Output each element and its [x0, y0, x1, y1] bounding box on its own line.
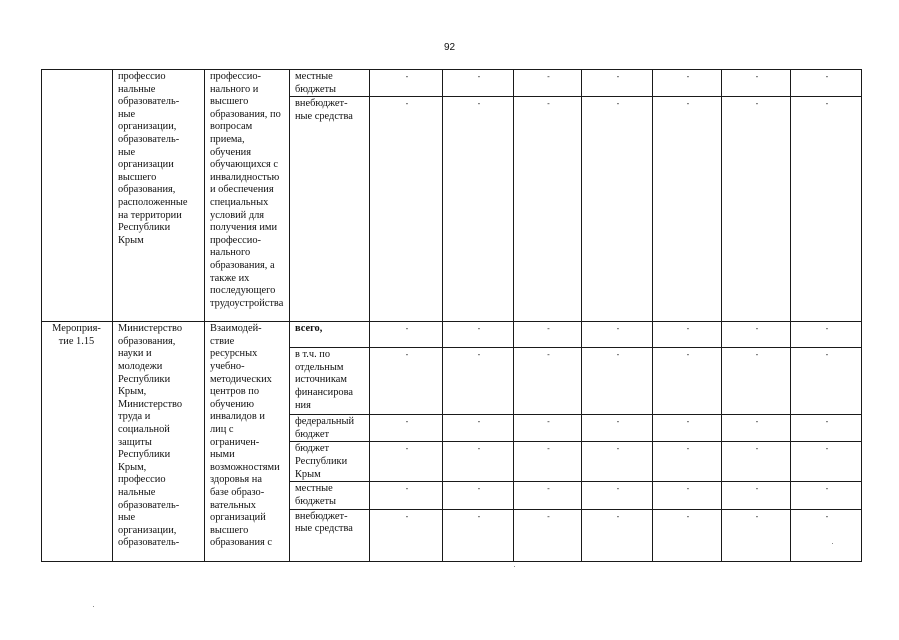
value-cell: -	[791, 482, 862, 509]
value-cell: -	[791, 442, 862, 482]
page-number: 92	[443, 42, 456, 53]
value-cell: -	[791, 509, 862, 561]
value-cell: -	[653, 415, 722, 442]
value-cell: -	[370, 482, 443, 509]
source-label: в т.ч. по отдельным источникам финансирова ния	[295, 349, 353, 411]
content-cell	[205, 322, 290, 561]
value-cell: -	[582, 415, 653, 442]
measure-label: Мероприя- тие 1.15	[52, 323, 101, 347]
value-cell: -	[514, 70, 582, 97]
source-label: местные бюджеты	[295, 71, 336, 95]
source-cell	[290, 70, 370, 97]
value-cell: -	[582, 322, 653, 348]
financing-table	[41, 69, 862, 562]
value-cell: -	[370, 415, 443, 442]
value-cell: -	[722, 509, 791, 561]
table-row	[42, 70, 862, 97]
source-cell	[290, 97, 370, 322]
value-cell: -	[370, 442, 443, 482]
source-cell	[290, 348, 370, 415]
value-cell: -	[443, 70, 514, 97]
value-cell: -	[722, 348, 791, 415]
source-cell	[290, 482, 370, 509]
value-cell: -	[514, 442, 582, 482]
content-text: профессио- нального и высшего образования, по вопросам приема, обучения обучающихся с инвалидностью и обеспечения специальных условий для получения ими профессио- нального образования, а также их последующего трудоустройства	[210, 71, 284, 309]
content-cell	[205, 70, 290, 322]
value-cell: -	[722, 482, 791, 509]
executor-text: Министерство образования, науки и молодежи Республики Крым, Министерство труда и социальной защиты Республики Крым, профессио нальные образователь- ные организации, образователь-	[118, 323, 183, 549]
value-cell: -	[514, 322, 582, 348]
measure-cell-empty	[42, 70, 113, 322]
scan-speck	[514, 566, 515, 567]
value-cell: -	[514, 97, 582, 322]
value-cell: -	[514, 482, 582, 509]
value-cell: -	[582, 442, 653, 482]
source-label: местные бюджеты	[295, 483, 336, 507]
source-label: федеральный бюджет	[295, 416, 355, 440]
value-cell: -	[791, 322, 862, 348]
value-cell: -	[653, 97, 722, 322]
source-cell	[290, 415, 370, 442]
source-cell	[290, 509, 370, 561]
value-cell: -	[653, 70, 722, 97]
value-cell: -	[443, 415, 514, 442]
scan-speck	[93, 606, 94, 607]
value-cell: -	[722, 70, 791, 97]
value-cell: -	[443, 322, 514, 348]
value-cell: -	[582, 97, 653, 322]
content-text: Взаимодей- ствие ресурсных учебно- методических центров по обучению инвалидов и лиц с ограничен- ными возможностями здоровья на базе образо- вательных организаций высшего образования с	[210, 323, 280, 549]
source-cell	[290, 442, 370, 482]
value-cell: -	[722, 97, 791, 322]
table-body	[42, 70, 862, 562]
source-label: бюджет Республики Крым	[295, 443, 348, 480]
executor-cell	[113, 70, 205, 322]
value-cell: -	[514, 348, 582, 415]
table-row	[42, 322, 862, 348]
value-cell: -	[370, 348, 443, 415]
value-cell: -	[582, 509, 653, 561]
value-cell: -	[582, 70, 653, 97]
scan-speck	[832, 543, 833, 544]
measure-cell	[42, 322, 113, 561]
value-cell: -	[443, 97, 514, 322]
value-cell: -	[653, 442, 722, 482]
value-cell: -	[653, 482, 722, 509]
value-cell: -	[582, 348, 653, 415]
value-cell: -	[514, 509, 582, 561]
value-cell: -	[653, 322, 722, 348]
value-cell: -	[582, 482, 653, 509]
value-cell: -	[722, 442, 791, 482]
source-label: внебюджет- ные средства	[295, 98, 353, 122]
value-cell: -	[514, 415, 582, 442]
value-cell: -	[443, 482, 514, 509]
value-cell: -	[443, 442, 514, 482]
value-cell: -	[443, 348, 514, 415]
value-cell: -	[791, 97, 862, 322]
value-cell: -	[722, 415, 791, 442]
value-cell: -	[791, 70, 862, 97]
value-cell: -	[443, 509, 514, 561]
value-cell: -	[653, 509, 722, 561]
source-label: внебюджет- ные средства	[295, 510, 353, 535]
executor-cell	[113, 322, 205, 561]
value-cell: -	[791, 348, 862, 415]
value-cell: -	[791, 415, 862, 442]
source-label: всего,	[295, 323, 323, 335]
value-cell: -	[722, 322, 791, 348]
value-cell: -	[370, 322, 443, 348]
value-cell: -	[653, 348, 722, 415]
value-cell: -	[370, 70, 443, 97]
value-cell: -	[370, 509, 443, 561]
value-cell: -	[370, 97, 443, 322]
executor-text: профессио нальные образователь- ные организации, образователь- ные организации высшего образования, расположенные на территории Республики Крым	[118, 71, 188, 246]
source-cell	[290, 322, 370, 348]
